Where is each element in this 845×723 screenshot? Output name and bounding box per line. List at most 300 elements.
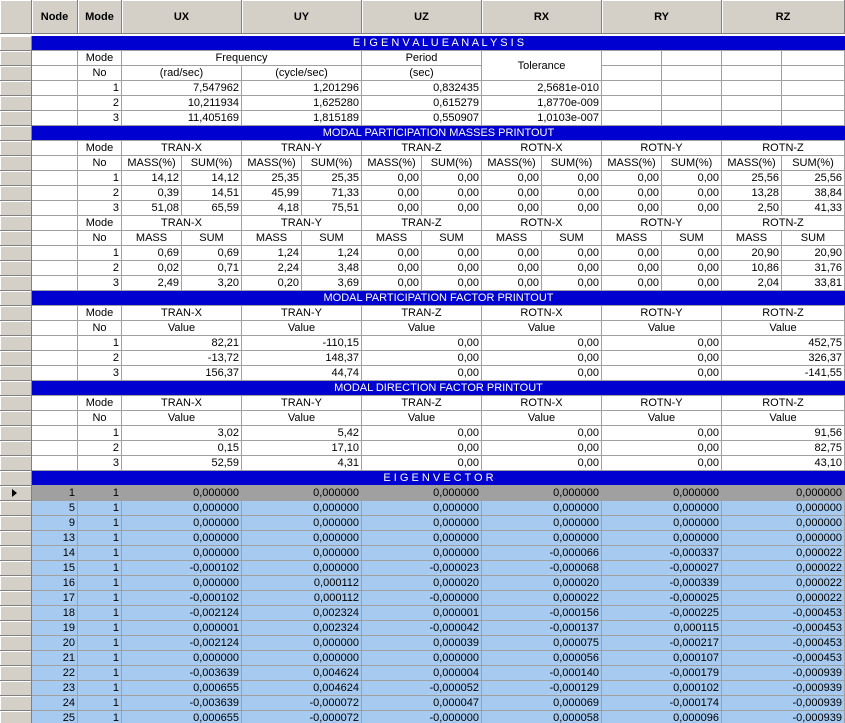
table-cell[interactable]: 0,00 <box>602 366 722 381</box>
table-row[interactable] <box>0 66 845 81</box>
row-header[interactable] <box>0 51 32 66</box>
column-header-ux[interactable]: UX <box>122 0 242 34</box>
table-cell[interactable]: 0,000096 <box>602 711 722 723</box>
table-cell[interactable] <box>662 96 722 111</box>
table-cell[interactable]: 0,00 <box>422 276 482 291</box>
table-cell[interactable]: 0,000112 <box>242 576 362 591</box>
table-cell[interactable]: 3 <box>78 201 122 216</box>
table-cell[interactable]: -0,000939 <box>722 696 845 711</box>
column-header-rx[interactable]: RX <box>482 0 602 34</box>
row-header[interactable] <box>0 126 32 141</box>
table-cell[interactable]: 0,000000 <box>242 651 362 666</box>
table-cell[interactable] <box>782 51 845 66</box>
table-cell[interactable] <box>32 276 78 291</box>
table-cell[interactable] <box>32 351 78 366</box>
table-row[interactable] <box>0 576 845 591</box>
table-cell[interactable]: 1,24 <box>242 246 302 261</box>
row-header[interactable] <box>0 291 32 306</box>
row-header[interactable] <box>0 366 32 381</box>
table-cell[interactable]: Value <box>722 321 845 336</box>
table-cell[interactable] <box>722 111 782 126</box>
table-cell[interactable]: 1 <box>78 546 122 561</box>
table-row[interactable] <box>0 276 845 291</box>
table-cell[interactable]: 0,000075 <box>482 636 602 651</box>
table-cell[interactable]: -0,000129 <box>482 681 602 696</box>
table-cell[interactable] <box>662 66 722 81</box>
row-header[interactable] <box>0 381 32 396</box>
row-header[interactable] <box>0 711 32 723</box>
table-cell[interactable]: Frequency <box>122 51 362 66</box>
table-cell[interactable]: 0,000000 <box>482 531 602 546</box>
table-cell[interactable]: 0,39 <box>122 186 182 201</box>
row-header[interactable] <box>0 426 32 441</box>
row-header[interactable] <box>0 531 32 546</box>
table-cell[interactable]: 0,00 <box>542 186 602 201</box>
table-cell[interactable]: 0,00 <box>422 201 482 216</box>
table-cell[interactable]: MASS(%) <box>122 156 182 171</box>
row-header[interactable] <box>0 201 32 216</box>
table-cell[interactable]: MASS(%) <box>722 156 782 171</box>
table-cell[interactable]: TRAN-Z <box>362 306 482 321</box>
table-row[interactable] <box>0 261 845 276</box>
table-cell[interactable]: -0,000000 <box>362 711 482 723</box>
table-cell[interactable]: -0,000453 <box>722 636 845 651</box>
table-cell[interactable]: Value <box>482 411 602 426</box>
table-cell[interactable]: 0,00 <box>602 171 662 186</box>
table-cell[interactable] <box>32 441 78 456</box>
table-cell[interactable]: 25 <box>32 711 78 723</box>
table-cell[interactable]: 0,00 <box>482 186 542 201</box>
table-cell[interactable] <box>32 396 78 411</box>
table-cell[interactable]: 0,00 <box>602 201 662 216</box>
table-cell[interactable]: 0,00 <box>362 276 422 291</box>
table-cell[interactable]: 0,00 <box>362 171 422 186</box>
row-header[interactable] <box>0 696 32 711</box>
table-cell[interactable]: 10,211934 <box>122 96 242 111</box>
table-cell[interactable]: 2,04 <box>722 276 782 291</box>
table-cell[interactable]: 0,000000 <box>602 486 722 501</box>
row-header[interactable] <box>0 546 32 561</box>
table-row[interactable] <box>0 621 845 636</box>
table-cell[interactable]: 0,00 <box>602 276 662 291</box>
table-row[interactable] <box>0 606 845 621</box>
table-row[interactable] <box>0 426 845 441</box>
table-cell[interactable]: 3 <box>78 366 122 381</box>
table-cell[interactable]: 0,00 <box>362 366 482 381</box>
table-cell[interactable]: MASS(%) <box>482 156 542 171</box>
table-cell[interactable]: 0,000058 <box>482 711 602 723</box>
table-cell[interactable]: 0,00 <box>482 366 602 381</box>
table-row[interactable] <box>0 411 845 426</box>
table-cell[interactable]: 0,00 <box>542 276 602 291</box>
table-cell[interactable]: 1 <box>78 576 122 591</box>
table-row[interactable] <box>0 546 845 561</box>
table-cell[interactable]: 0,000102 <box>602 681 722 696</box>
table-cell[interactable]: 0,000000 <box>122 546 242 561</box>
table-row[interactable] <box>0 96 845 111</box>
table-cell[interactable]: 0,000000 <box>242 531 362 546</box>
table-cell[interactable]: 25,35 <box>302 171 362 186</box>
table-cell[interactable]: 0,000000 <box>602 531 722 546</box>
table-cell[interactable]: No <box>78 321 122 336</box>
table-cell[interactable]: ROTN-Z <box>722 306 845 321</box>
table-cell[interactable]: 0,00 <box>482 276 542 291</box>
column-header-rz[interactable]: RZ <box>722 0 845 34</box>
table-cell[interactable]: 1 <box>78 561 122 576</box>
table-cell[interactable]: 3,48 <box>302 261 362 276</box>
table-cell[interactable]: 22 <box>32 666 78 681</box>
table-cell[interactable]: 0,000112 <box>242 591 362 606</box>
table-row[interactable] <box>0 666 845 681</box>
table-cell[interactable]: 0,00 <box>362 441 482 456</box>
table-cell[interactable]: SUM <box>182 231 242 246</box>
column-header-node[interactable]: Node <box>32 0 78 34</box>
table-cell[interactable]: 31,76 <box>782 261 845 276</box>
table-cell[interactable]: 0,000000 <box>362 501 482 516</box>
column-header-uz[interactable]: UZ <box>362 0 482 34</box>
row-header[interactable] <box>0 666 32 681</box>
table-cell[interactable]: 0,000001 <box>122 621 242 636</box>
table-cell[interactable]: 0,000115 <box>602 621 722 636</box>
table-cell[interactable]: 18 <box>32 606 78 621</box>
table-cell[interactable]: ROTN-X <box>482 396 602 411</box>
table-cell[interactable]: -0,003639 <box>122 696 242 711</box>
table-cell[interactable]: 71,33 <box>302 186 362 201</box>
table-cell[interactable]: 5,42 <box>242 426 362 441</box>
table-cell[interactable]: ROTN-Y <box>602 396 722 411</box>
row-header[interactable] <box>0 501 32 516</box>
table-cell[interactable]: 0,002324 <box>242 606 362 621</box>
table-cell[interactable]: 0,002324 <box>242 621 362 636</box>
table-cell[interactable]: 25,56 <box>722 171 782 186</box>
table-cell[interactable]: Value <box>362 411 482 426</box>
table-cell[interactable]: 44,74 <box>242 366 362 381</box>
table-cell[interactable]: -0,000225 <box>602 606 722 621</box>
table-cell[interactable] <box>662 51 722 66</box>
table-cell[interactable]: -0,000052 <box>362 681 482 696</box>
table-cell[interactable]: 0,00 <box>602 456 722 471</box>
table-row[interactable] <box>0 441 845 456</box>
table-cell[interactable]: -0,000137 <box>482 621 602 636</box>
table-cell[interactable]: 2,50 <box>722 201 782 216</box>
table-cell[interactable]: 14,12 <box>182 171 242 186</box>
table-cell[interactable]: 0,00 <box>602 261 662 276</box>
table-cell[interactable]: 0,00 <box>662 186 722 201</box>
table-cell[interactable]: 1,0103e-007 <box>482 111 602 126</box>
table-cell[interactable] <box>782 111 845 126</box>
table-cell[interactable]: TRAN-Y <box>242 306 362 321</box>
table-cell[interactable]: 7,547962 <box>122 81 242 96</box>
row-header[interactable] <box>0 636 32 651</box>
table-cell[interactable]: 2 <box>78 351 122 366</box>
table-cell[interactable]: -0,000072 <box>242 696 362 711</box>
table-cell[interactable]: 0,00 <box>602 246 662 261</box>
table-cell[interactable]: 0,00 <box>422 171 482 186</box>
table-cell[interactable]: ROTN-X <box>482 306 602 321</box>
table-cell[interactable]: 0,00 <box>602 351 722 366</box>
table-cell[interactable]: -0,000453 <box>722 606 845 621</box>
table-cell[interactable]: 0,000655 <box>122 711 242 723</box>
table-cell[interactable] <box>32 336 78 351</box>
table-cell[interactable] <box>32 171 78 186</box>
table-cell[interactable] <box>32 141 78 156</box>
table-row[interactable] <box>0 231 845 246</box>
table-cell[interactable]: 0,00 <box>482 426 602 441</box>
row-header[interactable] <box>0 66 32 81</box>
table-cell[interactable]: -0,000027 <box>602 561 722 576</box>
table-cell[interactable]: 0,00 <box>542 246 602 261</box>
table-cell[interactable]: 0,00 <box>362 261 422 276</box>
table-cell[interactable]: 0,000000 <box>602 501 722 516</box>
table-cell[interactable] <box>782 96 845 111</box>
table-cell[interactable]: 13,28 <box>722 186 782 201</box>
table-cell[interactable]: Value <box>122 321 242 336</box>
table-cell[interactable]: -0,000102 <box>122 591 242 606</box>
table-cell[interactable]: 1 <box>78 246 122 261</box>
table-cell[interactable]: 0,00 <box>602 186 662 201</box>
table-cell[interactable]: 4,18 <box>242 201 302 216</box>
table-cell[interactable]: 5 <box>32 501 78 516</box>
table-cell[interactable]: 0,000000 <box>362 651 482 666</box>
row-header[interactable] <box>0 561 32 576</box>
table-cell[interactable] <box>32 456 78 471</box>
table-row[interactable] <box>0 381 845 396</box>
table-cell[interactable]: SUM <box>662 231 722 246</box>
table-cell[interactable]: MASS <box>482 231 542 246</box>
table-cell[interactable]: 0,00 <box>662 261 722 276</box>
table-cell[interactable]: SUM(%) <box>422 156 482 171</box>
table-cell[interactable]: 24 <box>32 696 78 711</box>
table-cell[interactable]: -13,72 <box>122 351 242 366</box>
table-cell[interactable]: 0,000000 <box>242 486 362 501</box>
table-cell[interactable]: 0,00 <box>662 171 722 186</box>
table-cell[interactable]: 0,71 <box>182 261 242 276</box>
table-row[interactable] <box>0 696 845 711</box>
table-cell[interactable]: 0,000000 <box>362 486 482 501</box>
table-cell[interactable]: 148,37 <box>242 351 362 366</box>
table-cell[interactable]: 0,832435 <box>362 81 482 96</box>
row-header[interactable] <box>0 321 32 336</box>
row-header[interactable] <box>0 306 32 321</box>
table-cell[interactable]: ROTN-X <box>482 141 602 156</box>
table-cell[interactable]: SUM(%) <box>302 156 362 171</box>
row-header[interactable] <box>0 186 32 201</box>
table-cell[interactable]: 1 <box>78 531 122 546</box>
table-cell[interactable]: 0,000000 <box>122 576 242 591</box>
table-cell[interactable]: Value <box>602 411 722 426</box>
table-cell[interactable] <box>32 111 78 126</box>
table-cell[interactable]: (rad/sec) <box>122 66 242 81</box>
table-cell[interactable]: 1 <box>78 651 122 666</box>
table-cell[interactable] <box>32 306 78 321</box>
table-row[interactable] <box>0 636 845 651</box>
table-cell[interactable]: 0,00 <box>662 201 722 216</box>
row-header[interactable] <box>0 36 32 51</box>
table-cell[interactable]: 0,00 <box>662 246 722 261</box>
row-header[interactable] <box>0 411 32 426</box>
table-cell[interactable]: -0,000066 <box>482 546 602 561</box>
table-cell[interactable] <box>32 231 78 246</box>
table-cell[interactable]: 20 <box>32 636 78 651</box>
table-cell[interactable]: 1 <box>78 606 122 621</box>
table-cell[interactable]: -0,000068 <box>482 561 602 576</box>
table-cell[interactable]: -0,000025 <box>602 591 722 606</box>
table-cell[interactable]: 3,20 <box>182 276 242 291</box>
table-cell[interactable]: 0,00 <box>482 441 602 456</box>
table-cell[interactable] <box>602 81 662 96</box>
table-cell[interactable]: 2,5681e-010 <box>482 81 602 96</box>
row-header[interactable] <box>0 231 32 246</box>
table-row[interactable] <box>0 126 845 141</box>
table-cell[interactable]: 0,000047 <box>362 696 482 711</box>
table-cell[interactable]: -0,002124 <box>122 636 242 651</box>
table-cell[interactable]: 0,000000 <box>242 546 362 561</box>
table-cell[interactable]: 3,69 <box>302 276 362 291</box>
table-cell[interactable]: 326,37 <box>722 351 845 366</box>
table-cell[interactable]: 1 <box>78 621 122 636</box>
table-cell[interactable]: 0,000107 <box>602 651 722 666</box>
table-cell[interactable] <box>602 51 662 66</box>
table-row[interactable] <box>0 591 845 606</box>
row-header[interactable] <box>0 651 32 666</box>
table-cell[interactable]: MASS <box>362 231 422 246</box>
table-cell[interactable]: 25,35 <box>242 171 302 186</box>
table-cell[interactable]: TRAN-Z <box>362 141 482 156</box>
row-header[interactable] <box>0 276 32 291</box>
table-row[interactable] <box>0 711 845 723</box>
table-cell[interactable]: 0,000000 <box>362 516 482 531</box>
table-cell[interactable]: Value <box>242 411 362 426</box>
table-cell[interactable]: ROTN-Z <box>722 141 845 156</box>
table-cell[interactable]: 1 <box>78 426 122 441</box>
table-cell[interactable] <box>32 186 78 201</box>
table-cell[interactable]: 0,00 <box>482 246 542 261</box>
table-cell[interactable]: SUM(%) <box>542 156 602 171</box>
table-row[interactable] <box>0 681 845 696</box>
table-cell[interactable]: ROTN-Y <box>602 216 722 231</box>
table-row[interactable] <box>0 396 845 411</box>
table-cell[interactable]: 45,99 <box>242 186 302 201</box>
table-cell[interactable]: No <box>78 156 122 171</box>
table-cell[interactable]: 0,550907 <box>362 111 482 126</box>
table-cell[interactable]: 0,00 <box>482 201 542 216</box>
table-row[interactable] <box>0 486 845 501</box>
table-cell[interactable]: 3 <box>78 456 122 471</box>
table-cell[interactable]: Mode <box>78 51 122 66</box>
table-cell[interactable]: 0,00 <box>542 261 602 276</box>
table-cell[interactable]: 3,02 <box>122 426 242 441</box>
table-row[interactable] <box>0 291 845 306</box>
table-cell[interactable] <box>32 201 78 216</box>
table-cell[interactable]: 0,000022 <box>722 546 845 561</box>
table-cell[interactable]: 1 <box>78 591 122 606</box>
table-cell[interactable]: 1 <box>78 666 122 681</box>
table-cell[interactable]: -0,000102 <box>122 561 242 576</box>
table-row[interactable] <box>0 51 845 72</box>
table-cell[interactable]: 0,000022 <box>722 576 845 591</box>
table-cell[interactable]: Value <box>482 321 602 336</box>
table-cell[interactable]: Period <box>362 51 482 66</box>
table-cell[interactable]: TRAN-X <box>122 216 242 231</box>
table-row[interactable] <box>0 351 845 366</box>
column-header-ry[interactable]: RY <box>602 0 722 34</box>
table-cell[interactable]: TRAN-Z <box>362 216 482 231</box>
table-cell[interactable]: 452,75 <box>722 336 845 351</box>
column-header-uy[interactable]: UY <box>242 0 362 34</box>
table-cell[interactable]: 0,000022 <box>482 591 602 606</box>
table-cell[interactable]: 20,90 <box>722 246 782 261</box>
table-cell[interactable]: 3 <box>78 276 122 291</box>
table-row[interactable] <box>0 36 845 51</box>
table-cell[interactable]: 20,90 <box>782 246 845 261</box>
table-cell[interactable] <box>722 51 782 66</box>
table-cell[interactable]: 2 <box>78 441 122 456</box>
table-cell[interactable]: MASS <box>122 231 182 246</box>
table-cell[interactable]: 0,000020 <box>362 576 482 591</box>
table-cell[interactable]: Value <box>362 321 482 336</box>
table-cell[interactable]: 11,405169 <box>122 111 242 126</box>
table-row[interactable] <box>0 456 845 471</box>
row-header[interactable] <box>0 111 32 126</box>
table-cell[interactable]: 0,02 <box>122 261 182 276</box>
table-row[interactable] <box>0 306 845 321</box>
table-cell[interactable]: 0,004624 <box>242 666 362 681</box>
table-row[interactable] <box>0 561 845 576</box>
table-cell[interactable]: 0,00 <box>602 336 722 351</box>
table-cell[interactable]: 17 <box>32 591 78 606</box>
table-row[interactable] <box>0 216 845 231</box>
table-cell[interactable]: MASS(%) <box>362 156 422 171</box>
table-row[interactable] <box>0 471 845 486</box>
table-cell[interactable]: 1 <box>78 171 122 186</box>
table-cell[interactable]: SUM <box>782 231 845 246</box>
table-cell[interactable]: Value <box>722 411 845 426</box>
table-row[interactable] <box>0 111 845 126</box>
table-cell[interactable]: -0,000453 <box>722 621 845 636</box>
table-cell[interactable]: 23 <box>32 681 78 696</box>
table-cell[interactable]: 0,69 <box>182 246 242 261</box>
table-cell[interactable] <box>32 51 78 66</box>
table-row[interactable] <box>0 651 845 666</box>
table-cell[interactable]: 38,84 <box>782 186 845 201</box>
table-cell[interactable]: -0,000217 <box>602 636 722 651</box>
table-cell[interactable]: No <box>78 411 122 426</box>
table-cell[interactable]: 2 <box>78 186 122 201</box>
table-cell[interactable]: 0,000000 <box>122 531 242 546</box>
table-cell[interactable]: 0,00 <box>362 186 422 201</box>
table-cell[interactable]: 0,000000 <box>482 516 602 531</box>
table-cell[interactable]: Mode <box>78 216 122 231</box>
table-cell[interactable]: 2 <box>78 261 122 276</box>
table-cell[interactable] <box>662 81 722 96</box>
table-cell[interactable]: 0,000039 <box>362 636 482 651</box>
row-header[interactable] <box>0 246 32 261</box>
table-cell[interactable]: 2,49 <box>122 276 182 291</box>
table-cell[interactable]: 9 <box>32 516 78 531</box>
table-cell[interactable]: 0,00 <box>482 261 542 276</box>
row-header[interactable] <box>0 141 32 156</box>
table-row[interactable] <box>0 501 845 516</box>
table-cell[interactable]: -141,55 <box>722 366 845 381</box>
table-cell[interactable]: 0,000000 <box>122 651 242 666</box>
row-header[interactable] <box>0 486 32 501</box>
table-cell[interactable]: -0,002124 <box>122 606 242 621</box>
table-cell[interactable]: SUM(%) <box>182 156 242 171</box>
table-cell[interactable]: 1 <box>78 681 122 696</box>
table-cell[interactable]: 91,56 <box>722 426 845 441</box>
table-cell[interactable]: 0,000000 <box>122 486 242 501</box>
table-cell[interactable] <box>32 96 78 111</box>
